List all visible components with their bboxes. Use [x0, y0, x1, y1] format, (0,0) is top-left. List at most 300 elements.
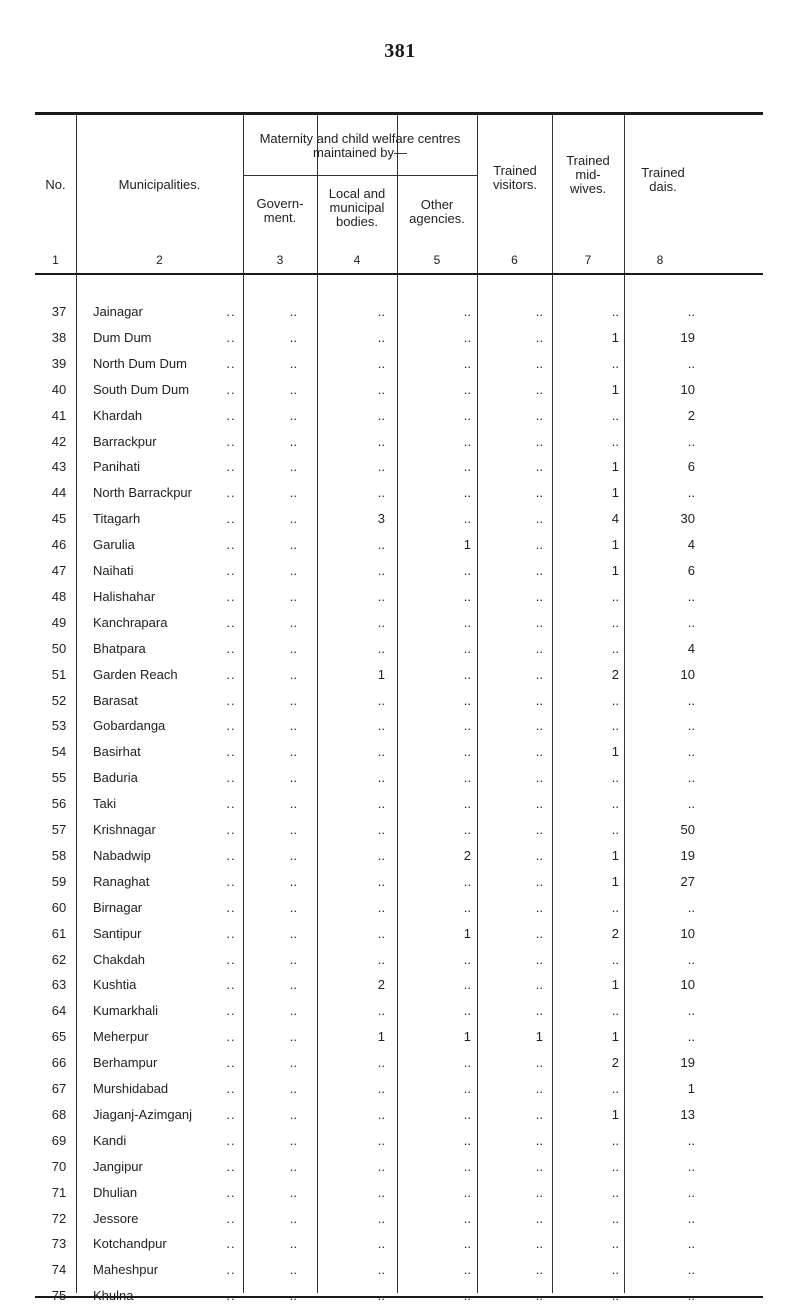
municipality-name: Maheshpur	[93, 1262, 159, 1278]
local-bodies-value: ..	[377, 1003, 385, 1019]
municipality-name: Baduria	[93, 770, 138, 786]
trained-visitors-value: ..	[535, 822, 543, 837]
trained-visitors-value: ..	[535, 847, 543, 863]
col-number: 4	[353, 253, 361, 267]
leader-dots: ..	[226, 588, 236, 604]
trained-dais-value: 19	[680, 847, 695, 863]
row-number: 63	[51, 977, 67, 993]
trained-dais-value: 6	[687, 563, 695, 578]
other-agencies-value: ..	[463, 666, 471, 682]
leader-dots: ..	[226, 951, 236, 967]
trained-midwives-value: ..	[611, 304, 619, 319]
other-agencies-value: ..	[463, 640, 471, 656]
trained-dais-value: ..	[687, 588, 695, 604]
trained-dais-value: 50	[680, 822, 695, 837]
table-row	[35, 844, 763, 868]
municipality-name: Dhulian	[93, 1184, 138, 1200]
row-number: 67	[51, 1081, 67, 1096]
government-value: ..	[289, 718, 297, 734]
trained-dais-value: ..	[687, 1184, 695, 1200]
other-agencies-value: ..	[463, 873, 471, 889]
row-number: 48	[51, 588, 67, 604]
trained-visitors-value: ..	[535, 1055, 543, 1071]
trained-dais-value: ..	[687, 1262, 695, 1278]
trained-visitors-value: ..	[535, 925, 543, 941]
other-agencies-value: ..	[463, 511, 471, 527]
trained-midwives-value: 1	[611, 563, 619, 578]
row-number: 70	[51, 1158, 67, 1174]
trained-dais-value: 2	[687, 407, 695, 423]
header-no: No.	[45, 177, 66, 192]
other-agencies-value: ..	[463, 822, 471, 837]
leader-dots: ..	[226, 1003, 236, 1019]
trained-visitors-value: ..	[535, 1132, 543, 1148]
other-agencies-value: ..	[463, 899, 471, 915]
local-bodies-value: ..	[377, 1236, 385, 1252]
leader-dots: ..	[226, 847, 236, 863]
local-bodies-value: ..	[377, 692, 385, 708]
trained-visitors-value: ..	[535, 666, 543, 682]
local-bodies-value: ..	[377, 847, 385, 863]
trained-visitors-value: ..	[535, 614, 543, 630]
table-row	[35, 1258, 763, 1282]
trained-visitors-value: ..	[535, 873, 543, 889]
trained-midwives-value: 4	[611, 511, 619, 527]
municipality-name: Jessore	[93, 1210, 139, 1226]
trained-dais-value: ..	[687, 1158, 695, 1174]
table-row	[35, 663, 763, 687]
local-bodies-value: ..	[377, 588, 385, 604]
leader-dots: ..	[226, 433, 236, 449]
local-bodies-value: ..	[377, 1210, 385, 1226]
leader-dots: ..	[226, 666, 236, 682]
trained-midwives-value: 1	[611, 329, 619, 345]
trained-dais-value: 10	[680, 977, 695, 993]
trained-midwives-value: ..	[611, 692, 619, 708]
other-agencies-value: ..	[463, 1003, 471, 1019]
municipality-name: Jainagar	[93, 304, 143, 319]
table-row	[35, 300, 763, 324]
trained-dais-value: 10	[680, 925, 695, 941]
government-value: ..	[289, 304, 297, 319]
header-trained-visitors: Trained visitors.	[492, 163, 538, 192]
municipality-name: Bhatpara	[93, 640, 146, 656]
table-row	[35, 740, 763, 764]
row-number: 73	[51, 1236, 67, 1252]
trained-midwives-value: ..	[611, 1210, 619, 1226]
other-agencies-value: ..	[463, 588, 471, 604]
trained-midwives-value: ..	[611, 796, 619, 812]
government-value: ..	[289, 614, 297, 630]
government-value: ..	[289, 1236, 297, 1252]
municipality-name: Dum Dum	[93, 329, 152, 345]
trained-midwives-value: ..	[611, 718, 619, 734]
local-bodies-value: ..	[377, 537, 385, 553]
other-agencies-value: ..	[463, 977, 471, 993]
header-other-agencies: Other agencies.	[409, 197, 465, 226]
trained-dais-value: ..	[687, 899, 695, 915]
table-row	[35, 792, 763, 816]
government-value: ..	[289, 588, 297, 604]
trained-dais-value: ..	[687, 770, 695, 786]
trained-dais-value: 19	[680, 1055, 695, 1071]
trained-visitors-value: ..	[535, 692, 543, 708]
row-number: 62	[51, 951, 67, 967]
trained-visitors-value: ..	[535, 511, 543, 527]
trained-dais-value: ..	[687, 355, 695, 371]
row-number: 61	[51, 925, 67, 941]
table-row	[35, 533, 763, 557]
header-local-bodies: Local and municipal bodies.	[328, 186, 386, 229]
trained-dais-value: 19	[680, 329, 695, 345]
municipality-name: South Dum Dum	[93, 381, 190, 397]
municipality-name: Kandi	[93, 1132, 127, 1148]
local-bodies-value: 1	[377, 1029, 385, 1045]
municipality-name: Meherpur	[93, 1029, 149, 1045]
other-agencies-value: ..	[463, 770, 471, 786]
other-agencies-value: ..	[463, 614, 471, 630]
government-value: ..	[289, 847, 297, 863]
trained-visitors-value: ..	[535, 537, 543, 553]
local-bodies-value: ..	[377, 1132, 385, 1148]
other-agencies-value: ..	[463, 304, 471, 319]
trained-dais-value: ..	[687, 433, 695, 449]
table-row	[35, 507, 763, 531]
trained-midwives-value: ..	[611, 1003, 619, 1019]
other-agencies-value: ..	[463, 692, 471, 708]
local-bodies-value: ..	[377, 770, 385, 786]
trained-midwives-value: 1	[611, 847, 619, 863]
row-number: 55	[51, 770, 67, 786]
col-number: 7	[584, 253, 592, 267]
government-value: ..	[289, 355, 297, 371]
other-agencies-value: 1	[463, 1029, 471, 1045]
table-row	[35, 1155, 763, 1179]
leader-dots: ..	[226, 1029, 236, 1045]
government-value: ..	[289, 770, 297, 786]
local-bodies-value: ..	[377, 822, 385, 837]
header-group-rule	[243, 175, 477, 176]
row-number: 68	[51, 1106, 67, 1122]
trained-visitors-value: ..	[535, 718, 543, 734]
trained-visitors-value: ..	[535, 770, 543, 786]
row-number: 44	[51, 485, 67, 501]
leader-dots: ..	[226, 459, 236, 475]
leader-dots: ..	[226, 381, 236, 397]
other-agencies-value: 1	[463, 925, 471, 941]
local-bodies-value: ..	[377, 796, 385, 812]
municipality-name: Jangipur	[93, 1158, 143, 1174]
local-bodies-value: ..	[377, 355, 385, 371]
table-row	[35, 1077, 763, 1101]
table-row	[35, 948, 763, 972]
table-row	[35, 922, 763, 946]
leader-dots: ..	[226, 511, 236, 527]
trained-midwives-value: 2	[611, 925, 619, 941]
trained-dais-value: 27	[680, 873, 695, 889]
row-number: 38	[51, 329, 67, 345]
trained-visitors-value: 1	[535, 1029, 543, 1045]
other-agencies-value: ..	[463, 355, 471, 371]
leader-dots: ..	[226, 1236, 236, 1252]
local-bodies-value: ..	[377, 640, 385, 656]
row-number: 65	[51, 1029, 67, 1045]
table-row	[35, 455, 763, 479]
table-row	[35, 896, 763, 920]
row-number: 74	[51, 1262, 67, 1278]
leader-dots: ..	[226, 873, 236, 889]
trained-visitors-value: ..	[535, 355, 543, 371]
row-number: 51	[51, 666, 67, 682]
leader-dots: ..	[226, 640, 236, 656]
col-number: 2	[156, 253, 163, 267]
header-trained-dais: Trained dais.	[641, 165, 685, 194]
leader-dots: ..	[226, 1262, 236, 1278]
trained-visitors-value: ..	[535, 381, 543, 397]
government-value: ..	[289, 925, 297, 941]
local-bodies-value: ..	[377, 485, 385, 501]
trained-midwives-value: ..	[611, 1184, 619, 1200]
table-row	[35, 1181, 763, 1205]
municipality-name: Khardah	[93, 407, 143, 423]
row-number: 45	[51, 511, 67, 527]
table-row	[35, 481, 763, 505]
leader-dots: ..	[226, 614, 236, 630]
municipality-name: Kushtia	[93, 977, 137, 993]
trained-midwives-value: ..	[611, 588, 619, 604]
table-row	[35, 1207, 763, 1231]
government-value: ..	[289, 1029, 297, 1045]
table-row	[35, 378, 763, 402]
row-number: 42	[51, 433, 67, 449]
table-row	[35, 637, 763, 661]
row-number: 46	[51, 537, 67, 553]
trained-midwives-value: 1	[611, 459, 619, 475]
col-number: 5	[433, 253, 441, 267]
row-number: 58	[51, 847, 67, 863]
leader-dots: ..	[226, 304, 236, 319]
trained-midwives-value: 1	[611, 1029, 619, 1045]
leader-dots: ..	[226, 1210, 236, 1226]
local-bodies-value: 2	[377, 977, 385, 993]
trained-midwives-value: ..	[611, 1132, 619, 1148]
trained-visitors-value: ..	[535, 407, 543, 423]
other-agencies-value: ..	[463, 329, 471, 345]
trained-visitors-value: ..	[535, 1184, 543, 1200]
municipality-name: Garden Reach	[93, 666, 178, 682]
government-value: ..	[289, 977, 297, 993]
government-value: ..	[289, 666, 297, 682]
trained-visitors-value: ..	[535, 1158, 543, 1174]
local-bodies-value: ..	[377, 1055, 385, 1071]
table-row	[35, 559, 763, 583]
municipality-name: Kanchrapara	[93, 614, 168, 630]
trained-midwives-value: 1	[611, 485, 619, 501]
local-bodies-value: 1	[377, 666, 385, 682]
government-value: ..	[289, 407, 297, 423]
trained-midwives-value: ..	[611, 433, 619, 449]
municipality-name: Nabadwip	[93, 847, 151, 863]
government-value: ..	[289, 1055, 297, 1071]
government-value: ..	[289, 537, 297, 553]
trained-visitors-value: ..	[535, 744, 543, 760]
local-bodies-value: ..	[377, 925, 385, 941]
table-row	[35, 1129, 763, 1153]
trained-dais-value: ..	[687, 1210, 695, 1226]
table-row	[35, 999, 763, 1023]
municipality-name: Basirhat	[93, 744, 141, 760]
trained-visitors-value: ..	[535, 951, 543, 967]
other-agencies-value: ..	[463, 1184, 471, 1200]
trained-visitors-value: ..	[535, 433, 543, 449]
local-bodies-value: 3	[377, 511, 385, 527]
other-agencies-value: ..	[463, 1210, 471, 1226]
trained-dais-value: ..	[687, 304, 695, 319]
trained-visitors-value: ..	[535, 304, 543, 319]
trained-midwives-value: 1	[611, 1106, 619, 1122]
table-row	[35, 1103, 763, 1127]
row-number: 66	[51, 1055, 67, 1071]
trained-midwives-value: 2	[611, 666, 619, 682]
trained-dais-value: 30	[680, 511, 695, 527]
other-agencies-value: ..	[463, 407, 471, 423]
government-value: ..	[289, 951, 297, 967]
government-value: ..	[289, 1132, 297, 1148]
municipality-name: Murshidabad	[93, 1081, 169, 1096]
table-row	[35, 1025, 763, 1049]
other-agencies-value: ..	[463, 433, 471, 449]
government-value: ..	[289, 796, 297, 812]
trained-midwives-value: ..	[611, 355, 619, 371]
trained-midwives-value: ..	[611, 1081, 619, 1096]
local-bodies-value: ..	[377, 459, 385, 475]
trained-visitors-value: ..	[535, 1262, 543, 1278]
trained-midwives-value: ..	[611, 951, 619, 967]
row-number: 53	[51, 718, 67, 734]
table-row	[35, 689, 763, 713]
row-number: 37	[51, 304, 67, 319]
trained-visitors-value: ..	[535, 1210, 543, 1226]
row-number: 64	[51, 1003, 67, 1019]
government-value: ..	[289, 563, 297, 578]
other-agencies-value: ..	[463, 1055, 471, 1071]
trained-midwives-value: ..	[611, 1236, 619, 1252]
other-agencies-value: ..	[463, 1132, 471, 1148]
col-number: 8	[656, 253, 664, 267]
government-value: ..	[289, 1081, 297, 1096]
table-bottom-rule	[35, 1296, 763, 1298]
other-agencies-value: ..	[463, 1106, 471, 1122]
local-bodies-value: ..	[377, 381, 385, 397]
trained-midwives-value: ..	[611, 407, 619, 423]
trained-visitors-value: ..	[535, 563, 543, 578]
municipality-name: North Dum Dum	[93, 355, 187, 371]
municipality-name: Ranaghat	[93, 873, 150, 889]
row-number: 50	[51, 640, 67, 656]
header-trained-midwives: Trained mid- wives.	[566, 153, 610, 196]
trained-visitors-value: ..	[535, 485, 543, 501]
local-bodies-value: ..	[377, 563, 385, 578]
header-government: Govern- ment.	[256, 196, 304, 225]
government-value: ..	[289, 873, 297, 889]
trained-visitors-value: ..	[535, 588, 543, 604]
government-value: ..	[289, 1158, 297, 1174]
trained-midwives-value: ..	[611, 770, 619, 786]
local-bodies-value: ..	[377, 718, 385, 734]
municipality-name: Barrackpur	[93, 433, 157, 449]
trained-visitors-value: ..	[535, 459, 543, 475]
trained-visitors-value: ..	[535, 329, 543, 345]
table-row	[35, 404, 763, 428]
trained-dais-value: ..	[687, 1029, 695, 1045]
trained-dais-value: 4	[687, 537, 695, 553]
government-value: ..	[289, 485, 297, 501]
header-bottom-rule	[35, 273, 763, 275]
table-row	[35, 870, 763, 894]
table-row	[35, 973, 763, 997]
trained-midwives-value: 1	[611, 873, 619, 889]
other-agencies-value: ..	[463, 744, 471, 760]
local-bodies-value: ..	[377, 1081, 385, 1096]
row-number: 60	[51, 899, 67, 915]
trained-visitors-value: ..	[535, 1081, 543, 1096]
government-value: ..	[289, 640, 297, 656]
table-row	[35, 818, 763, 842]
table-row	[35, 352, 763, 376]
trained-dais-value: 10	[680, 381, 695, 397]
trained-dais-value: ..	[687, 485, 695, 501]
trained-dais-value: ..	[687, 692, 695, 708]
row-number: 41	[51, 407, 67, 423]
header-municipalities: Municipalities.	[118, 177, 201, 192]
trained-midwives-value: ..	[611, 1262, 619, 1278]
trained-dais-value: ..	[687, 614, 695, 630]
other-agencies-value: ..	[463, 459, 471, 475]
leader-dots: ..	[226, 1158, 236, 1174]
trained-visitors-value: ..	[535, 1003, 543, 1019]
leader-dots: ..	[226, 770, 236, 786]
other-agencies-value: 1	[463, 537, 471, 553]
trained-dais-value: ..	[687, 744, 695, 760]
local-bodies-value: ..	[377, 433, 385, 449]
leader-dots: ..	[226, 1132, 236, 1148]
municipality-name: Taki	[93, 796, 117, 812]
table-row	[35, 585, 763, 609]
government-value: ..	[289, 744, 297, 760]
trained-visitors-value: ..	[535, 977, 543, 993]
row-number: 47	[51, 563, 67, 578]
leader-dots: ..	[226, 796, 236, 812]
municipality-name: Garulia	[93, 537, 135, 553]
table-row	[35, 714, 763, 738]
other-agencies-value: ..	[463, 796, 471, 812]
other-agencies-value: ..	[463, 563, 471, 578]
row-number: 56	[51, 796, 67, 812]
row-number: 69	[51, 1132, 67, 1148]
table-row	[35, 1232, 763, 1256]
other-agencies-value: ..	[463, 1081, 471, 1096]
government-value: ..	[289, 1210, 297, 1226]
trained-midwives-value: 1	[611, 537, 619, 553]
local-bodies-value: ..	[377, 1106, 385, 1122]
row-number: 72	[51, 1210, 67, 1226]
col-number: 1	[52, 253, 59, 267]
row-number: 59	[51, 873, 67, 889]
other-agencies-value: ..	[463, 951, 471, 967]
government-value: ..	[289, 329, 297, 345]
other-agencies-value: ..	[463, 1236, 471, 1252]
trained-dais-value: ..	[687, 718, 695, 734]
